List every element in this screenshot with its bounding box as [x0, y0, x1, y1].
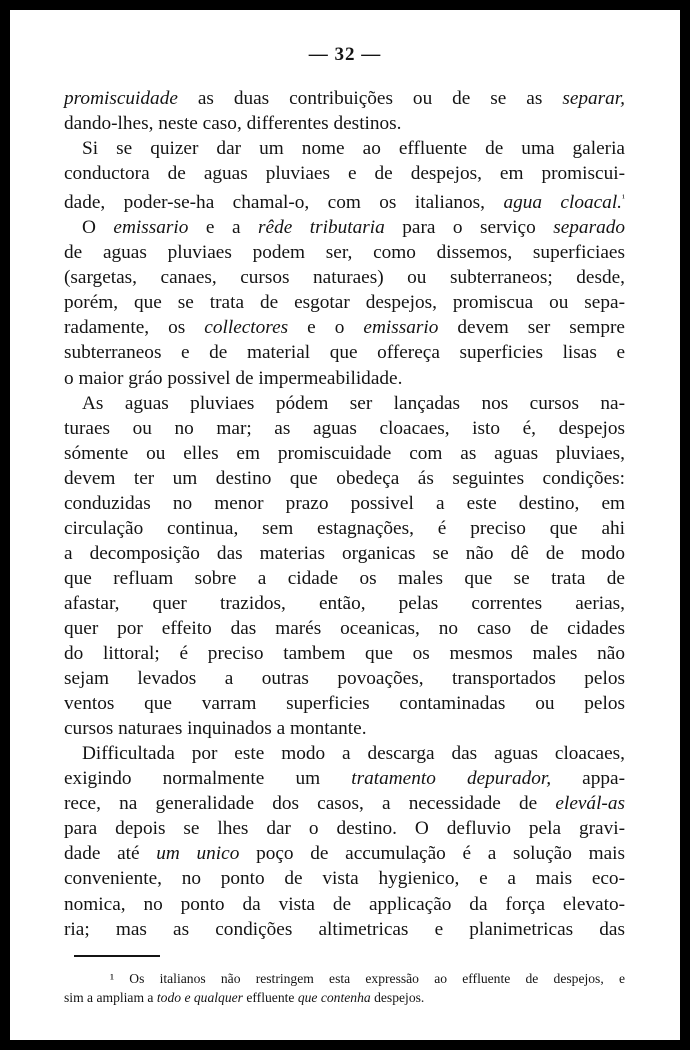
footnote-line: [64, 969, 625, 988]
text-line: [64, 315, 625, 340]
italic-text: elevál-as: [555, 793, 625, 815]
text-segment: do littoral; é preciso tambem que os mesmos males não: [64, 643, 625, 665]
book-page: [10, 10, 680, 1040]
text-line: [64, 366, 625, 391]
text-line: [64, 86, 625, 111]
text-line: [64, 591, 625, 616]
text-line: [64, 641, 625, 666]
text-line: [64, 566, 625, 591]
text-line: [64, 136, 625, 161]
text-line: [64, 111, 625, 136]
italic-text: um unico: [156, 843, 240, 865]
text-segment: sim a ampliam a: [64, 990, 157, 1005]
text-segment: ventos que varram superficies contaminadas ou pelos: [64, 693, 625, 715]
text-segment: sómente ou elles em promiscuidade com as aguas pluviaes,: [64, 442, 625, 464]
italic-text: agua cloacal.: [503, 192, 622, 214]
text-segment: ¹ Os italianos não restringem esta expressão ao effluente de despejos, e: [110, 971, 625, 986]
text-line: [64, 841, 625, 866]
text-line: [64, 691, 625, 716]
text-segment: nomica, no ponto da vista de applicação da força elevato-: [64, 893, 625, 915]
text-line: [64, 416, 625, 441]
text-segment: cursos naturaes inquinados a montante.: [64, 718, 367, 740]
italic-text: todo e qualquer: [156, 990, 243, 1005]
text-line: [64, 666, 625, 691]
text-segment: despejos.: [370, 990, 425, 1005]
text-line: [64, 866, 625, 891]
text-line: [64, 466, 625, 491]
text-line: [64, 491, 625, 516]
text-segment: (sargetas, canaes, cursos naturaes) ou subterraneos; desde,: [64, 267, 625, 289]
text-segment: subterraneos e de material que offereça superficies lisas e: [64, 342, 625, 364]
text-line: [64, 741, 625, 766]
text-segment: turaes ou no mar; as aguas cloacaes, isto é, despejos: [64, 417, 625, 439]
text-segment: de aguas pluviaes podem ser, como dissemos, superficiaes: [64, 242, 625, 264]
footnote-line: [64, 988, 625, 1007]
text-line: [64, 265, 625, 290]
text-segment: conduzidas no menor prazo possivel a este destino, em: [64, 492, 625, 514]
italic-text: emissario: [363, 317, 439, 339]
text-segment: O: [82, 217, 114, 239]
text-line: [64, 516, 625, 541]
footnote-marker[interactable]: ¹: [622, 193, 625, 205]
italic-text: que contenha: [297, 990, 371, 1005]
italic-text: promiscuidade: [64, 88, 178, 109]
text-line: [64, 541, 625, 566]
text-line: [64, 716, 625, 741]
text-line: [64, 161, 625, 186]
text-segment: a decomposição das materias organicas se não dê de modo: [64, 542, 625, 564]
text-segment: para o serviço: [384, 217, 554, 239]
text-line: [64, 917, 625, 942]
text-line: [64, 816, 625, 841]
text-segment: circulação continua, sem estagnações, é preciso que ahi: [64, 517, 625, 539]
text-segment: ria; mas as condições altimetricas e planimetricas das: [64, 918, 625, 940]
text-segment: rece, na generalidade dos casos, a necessidade de: [64, 793, 556, 815]
text-segment: effluente: [242, 990, 298, 1005]
text-segment: para depois se lhes dar o destino. O defluvio pela gravi-: [64, 818, 625, 840]
italic-text: rêde tributaria: [258, 217, 385, 239]
text-segment: devem ser sempre: [438, 317, 625, 339]
text-segment: dando-lhes, neste caso, differentes destinos.: [64, 113, 402, 135]
text-segment: o maior gráo possivel de impermeabilidade.: [64, 367, 403, 389]
text-segment: Si se quizer dar um nome ao effluente de uma galeria: [82, 138, 625, 160]
text-line: [64, 290, 625, 315]
footnote-divider: [74, 955, 160, 957]
text-line: [64, 892, 625, 917]
text-line: [64, 391, 625, 416]
text-segment: poço de accumulação é a solução mais: [239, 843, 625, 865]
text-line: [64, 766, 625, 791]
text-segment: exigindo normalmente um: [64, 768, 352, 790]
text-segment: conductora de aguas pluviaes e de despejos, em promiscui-: [64, 163, 625, 185]
text-segment: Difficultada por este modo a descarga das aguas cloacaes,: [82, 743, 625, 765]
text-segment: e a: [188, 217, 259, 239]
text-segment: conveniente, no ponto de vista hygienico, e a mais eco-: [64, 868, 625, 890]
italic-text: tratamento depurador,: [351, 768, 552, 790]
text-line: [64, 186, 625, 215]
text-segment: devem ter um destino que obedeça ás seguintes condições:: [64, 467, 625, 489]
italic-text: separar,: [562, 88, 625, 109]
text-line: [64, 441, 625, 466]
text-line: [64, 340, 625, 365]
text-line: [64, 215, 625, 240]
text-segment: sejam levados a outras povoações, transportados pelos: [64, 668, 625, 690]
text-segment: appa-: [551, 768, 626, 790]
body-text: [64, 86, 625, 942]
text-segment: afastar, quer trazidos, então, pelas correntes aerias,: [64, 592, 625, 614]
text-segment: dade até: [64, 843, 157, 865]
text-segment: dade, poder-se-ha chamal-o, com os italianos,: [64, 192, 504, 214]
text-line: [64, 240, 625, 265]
text-segment: que refluam sobre a cidade os males que se trata de: [64, 567, 625, 589]
text-segment: porém, que se trata de esgotar despejos, promiscua ou sepa-: [64, 292, 625, 314]
text-line: [64, 616, 625, 641]
italic-text: emissario: [113, 217, 189, 239]
text-segment: e o: [288, 317, 364, 339]
page-number: — 32 —: [308, 44, 382, 65]
text-segment: as duas contribuições ou de se as: [177, 88, 563, 109]
italic-text: separado: [553, 217, 626, 239]
text-segment: radamente, os: [64, 317, 205, 339]
text-segment: quer por effeito das marés oceanicas, no caso de cidades: [64, 617, 625, 639]
text-line: [64, 791, 625, 816]
footnote: [64, 969, 625, 1007]
text-segment: As aguas pluviaes pódem ser lançadas nos cursos na-: [82, 392, 625, 414]
italic-text: collectores: [204, 317, 289, 339]
